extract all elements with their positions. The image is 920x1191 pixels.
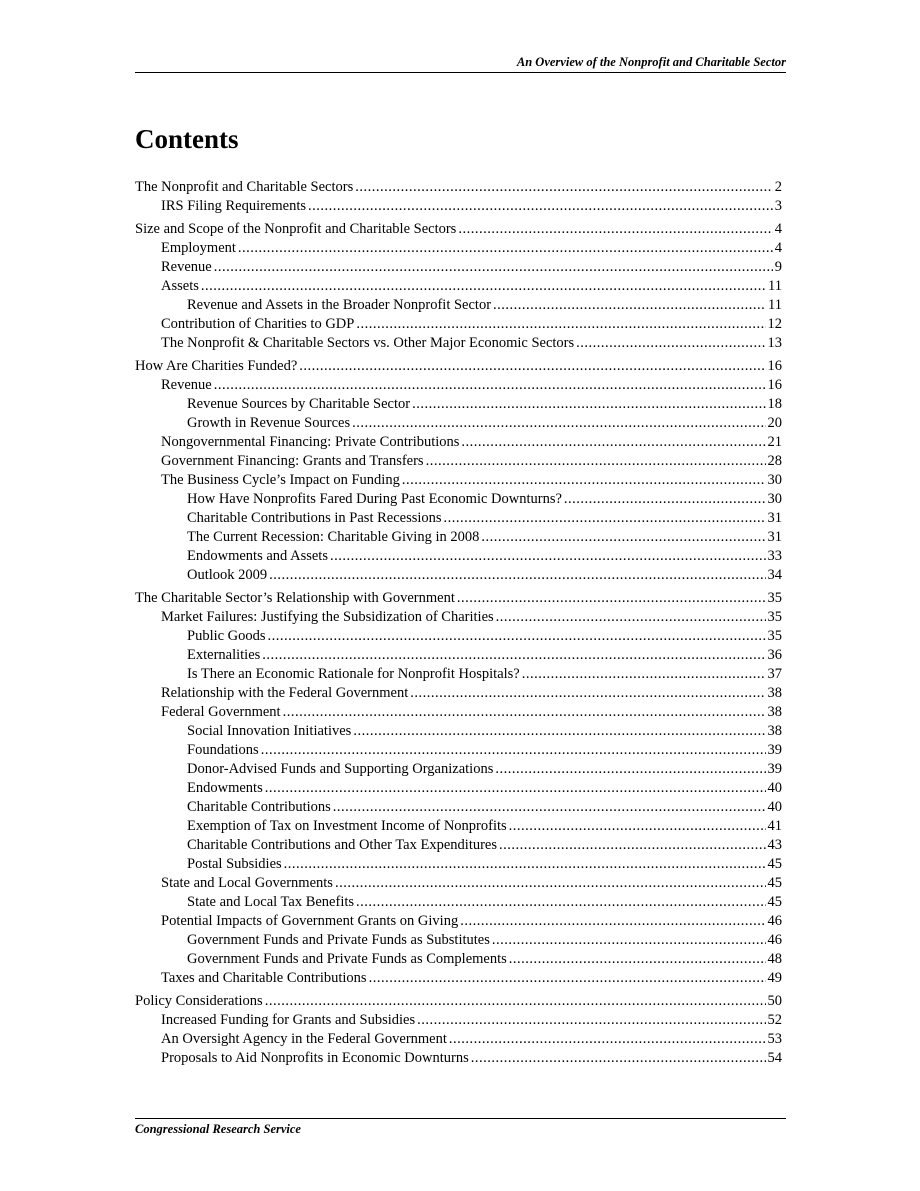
toc-entry-label: Revenue [161,259,212,275]
toc-entry-label: Charitable Contributions in Past Recessions [187,510,442,526]
toc-dot-leader [335,874,766,893]
toc-entry[interactable] [135,950,782,969]
toc-entry[interactable] [135,509,782,528]
toc-entry-page-number: 45 [767,894,782,910]
toc-entry-page-number: 11 [768,297,782,313]
toc-entry[interactable] [135,627,782,646]
toc-entry[interactable] [135,969,782,988]
toc-entry-page-number: 49 [767,970,782,986]
toc-entry-label: The Nonprofit and Charitable Sectors [135,179,354,195]
toc-entry-label: How Are Charities Funded? [135,358,298,374]
toc-entry-page-number: 45 [767,875,782,891]
toc-entry[interactable] [135,296,782,315]
toc-entry-page-number: 33 [767,548,782,564]
toc-entry-page-number: 16 [767,377,782,393]
toc-dot-leader [330,547,766,566]
toc-entry[interactable] [135,414,782,433]
toc-entry-label: Revenue and Assets in the Broader Nonprofit Sector [187,297,492,313]
toc-entry-page-number: 53 [767,1031,782,1047]
toc-dot-leader [299,357,765,376]
toc-entry-page-number: 31 [767,510,782,526]
toc-dot-leader [369,969,766,988]
toc-entry-page-number: 48 [767,951,782,967]
toc-dot-leader [265,779,766,798]
toc-entry[interactable] [135,931,782,950]
toc-entry-label: Endowments [187,780,263,796]
toc-entry[interactable] [135,912,782,931]
toc-entry[interactable] [135,334,782,353]
toc-entry-page-number: 30 [767,491,782,507]
toc-entry-label: Market Failures: Justifying the Subsidization of Charities [161,609,494,625]
toc-entry[interactable] [135,684,782,703]
toc-dot-leader [268,627,766,646]
toc-entry-page-number: 9 [774,259,782,275]
toc-dot-leader [269,566,765,585]
toc-entry-label: State and Local Governments [161,875,333,891]
toc-entry-label: The Charitable Sector’s Relationship with Government [135,590,455,606]
toc-entry-label: An Oversight Agency in the Federal Government [161,1031,447,1047]
toc-dot-leader [564,490,766,509]
toc-dot-leader [495,760,765,779]
toc-entry[interactable] [135,722,782,741]
toc-entry-label: Contribution of Charities to GDP [161,316,355,332]
toc-dot-leader [444,509,766,528]
toc-entry-label: Outlook 2009 [187,567,268,583]
toc-entry-label: Donor-Advised Funds and Supporting Organizations [187,761,494,777]
toc-entry[interactable] [135,589,782,608]
toc-entry-label: Postal Subsidies [187,856,282,872]
toc-entry-page-number: 40 [767,799,782,815]
toc-entry-label: Charitable Contributions and Other Tax Expenditures [187,837,498,853]
toc-entry-page-number: 30 [767,472,782,488]
toc-dot-leader [201,277,766,296]
toc-entry[interactable] [135,547,782,566]
toc-dot-leader [499,836,765,855]
toc-dot-leader [460,912,765,931]
toc-dot-leader [261,741,766,760]
toc-entry[interactable] [135,239,782,258]
toc-entry-page-number: 35 [767,609,782,625]
toc-entry[interactable] [135,277,782,296]
toc-entry-page-number: 38 [767,704,782,720]
toc-entry-page-number: 35 [767,590,782,606]
toc-dot-leader [262,646,765,665]
toc-dot-leader [284,855,766,874]
toc-dot-leader [471,1049,766,1068]
toc-entry-page-number: 38 [767,723,782,739]
toc-entry-page-number: 13 [767,335,782,351]
toc-dot-leader [496,608,766,627]
toc-dot-leader [355,178,773,197]
toc-entry[interactable] [135,855,782,874]
toc-entry-page-number: 52 [767,1012,782,1028]
toc-dot-leader [576,334,765,353]
running-header: An Overview of the Nonprofit and Charitable Sector [516,55,786,69]
toc-entry-page-number: 46 [767,913,782,929]
toc-dot-leader [412,395,765,414]
toc-entry-page-number: 21 [767,434,782,450]
toc-entry-page-number: 11 [768,278,782,294]
toc-entry[interactable] [135,893,782,912]
toc-entry-page-number: 4 [774,221,782,237]
toc-entry-page-number: 2 [774,179,782,195]
footer-text: Congressional Research Service [135,1122,301,1136]
toc-entry-page-number: 46 [767,932,782,948]
toc-entry-label: Growth in Revenue Sources [187,415,351,431]
toc-entry[interactable] [135,1030,782,1049]
toc-dot-leader [493,296,766,315]
toc-dot-leader [353,722,765,741]
toc-dot-leader [509,817,766,836]
toc-dot-leader [356,893,765,912]
toc-entry-label: Potential Impacts of Government Grants on Giving [161,913,459,929]
toc-entry[interactable] [135,433,782,452]
header-rule [135,72,786,73]
page-title: Contents [135,124,239,154]
toc-entry-page-number: 31 [767,529,782,545]
toc-entry-label: The Nonprofit & Charitable Sectors vs. Other Major Economic Sectors [161,335,575,351]
toc-dot-leader [356,315,765,334]
toc-dot-leader [509,950,766,969]
toc-dot-leader [238,239,773,258]
toc-entry-page-number: 54 [767,1050,782,1066]
toc-dot-leader [457,589,766,608]
toc-entry-label: The Current Recession: Charitable Giving in 2008 [187,529,480,545]
toc-entry[interactable] [135,874,782,893]
toc-entry-label: Employment [161,240,236,256]
toc-entry-label: Assets [161,278,199,294]
toc-entry[interactable] [135,992,782,1011]
toc-entry[interactable] [135,1011,782,1030]
toc-entry[interactable] [135,760,782,779]
toc-dot-leader [426,452,766,471]
toc-entry-label: The Business Cycle’s Impact on Funding [161,472,400,488]
toc-dot-leader [417,1011,765,1030]
toc-entry-page-number: 28 [767,453,782,469]
toc-entry-label: Exemption of Tax on Investment Income of Nonprofits [187,818,507,834]
toc-entry[interactable] [135,779,782,798]
toc-dot-leader [214,258,773,277]
toc-entry-page-number: 12 [767,316,782,332]
toc-entry-page-number: 36 [767,647,782,663]
toc-entry[interactable] [135,376,782,395]
toc-dot-leader [308,197,773,216]
toc-entry[interactable] [135,798,782,817]
toc-dot-leader [458,220,772,239]
toc-dot-leader [352,414,765,433]
toc-entry[interactable] [135,490,782,509]
toc-entry-label: Increased Funding for Grants and Subsidies [161,1012,416,1028]
toc-dot-leader [461,433,765,452]
toc-entry-label: Charitable Contributions [187,799,331,815]
toc-entry-label: IRS Filing Requirements [161,198,306,214]
toc-entry-page-number: 18 [767,396,782,412]
toc-dot-leader [410,684,765,703]
toc-entry[interactable] [135,395,782,414]
toc-entry-page-number: 40 [767,780,782,796]
toc-entry-label: Federal Government [161,704,281,720]
toc-dot-leader [449,1030,766,1049]
toc-entry-page-number: 16 [767,358,782,374]
toc-entry-page-number: 41 [767,818,782,834]
toc-entry-page-number: 50 [767,993,782,1009]
toc-entry[interactable] [135,566,782,585]
toc-entry-label: Policy Considerations [135,993,263,1009]
toc-entry-label: Externalities [187,647,261,663]
toc-entry[interactable] [135,357,782,376]
toc-entry-label: Nongovernmental Financing: Private Contributions [161,434,460,450]
toc-entry[interactable] [135,836,782,855]
toc-entry-label: Government Financing: Grants and Transfers [161,453,424,469]
toc-dot-leader [492,931,766,950]
toc-entry-page-number: 37 [767,666,782,682]
toc-entry-page-number: 35 [767,628,782,644]
toc-entry[interactable] [135,741,782,760]
toc-entry[interactable] [135,220,782,239]
toc-dot-leader [402,471,766,490]
toc-entry-label: Revenue Sources by Charitable Sector [187,396,411,412]
toc-entry[interactable] [135,471,782,490]
toc-entry[interactable] [135,197,782,216]
table-of-contents [135,178,782,1068]
toc-entry[interactable] [135,703,782,722]
toc-entry-label: Public Goods [187,628,266,644]
toc-dot-leader [283,703,766,722]
toc-entry-page-number: 20 [767,415,782,431]
toc-entry-page-number: 39 [767,742,782,758]
footer-rule [135,1118,786,1119]
toc-entry-label: Size and Scope of the Nonprofit and Charitable Sectors [135,221,457,237]
toc-entry-page-number: 45 [767,856,782,872]
toc-entry-label: Taxes and Charitable Contributions [161,970,367,986]
toc-entry[interactable] [135,315,782,334]
toc-entry[interactable] [135,665,782,684]
toc-entry-label: Foundations [187,742,259,758]
toc-entry-page-number: 38 [767,685,782,701]
toc-entry-label: Proposals to Aid Nonprofits in Economic Downturns [161,1050,469,1066]
toc-entry[interactable] [135,646,782,665]
toc-entry-page-number: 43 [767,837,782,853]
toc-entry-label: State and Local Tax Benefits [187,894,355,910]
toc-entry-label: Revenue [161,377,212,393]
toc-entry-label: Government Funds and Private Funds as Substitutes [187,932,490,948]
toc-entry-label: Endowments and Assets [187,548,328,564]
toc-entry[interactable] [135,258,782,277]
toc-entry-label: Relationship with the Federal Government [161,685,409,701]
toc-entry-label: How Have Nonprofits Fared During Past Economic Downturns? [187,491,562,507]
toc-entry[interactable] [135,1049,782,1068]
toc-entry[interactable] [135,452,782,471]
toc-entry[interactable] [135,178,782,197]
toc-entry[interactable] [135,608,782,627]
toc-entry[interactable] [135,528,782,547]
toc-entry-label: Social Innovation Initiatives [187,723,352,739]
toc-dot-leader [333,798,766,817]
toc-dot-leader [481,528,765,547]
toc-entry[interactable] [135,817,782,836]
toc-dot-leader [214,376,766,395]
toc-entry-label: Government Funds and Private Funds as Complements [187,951,507,967]
toc-entry-page-number: 39 [767,761,782,777]
toc-entry-page-number: 3 [774,198,782,214]
toc-entry-page-number: 4 [774,240,782,256]
toc-dot-leader [522,665,766,684]
toc-entry-page-number: 34 [767,567,782,583]
toc-entry-label: Is There an Economic Rationale for Nonprofit Hospitals? [187,666,520,682]
toc-dot-leader [265,992,766,1011]
